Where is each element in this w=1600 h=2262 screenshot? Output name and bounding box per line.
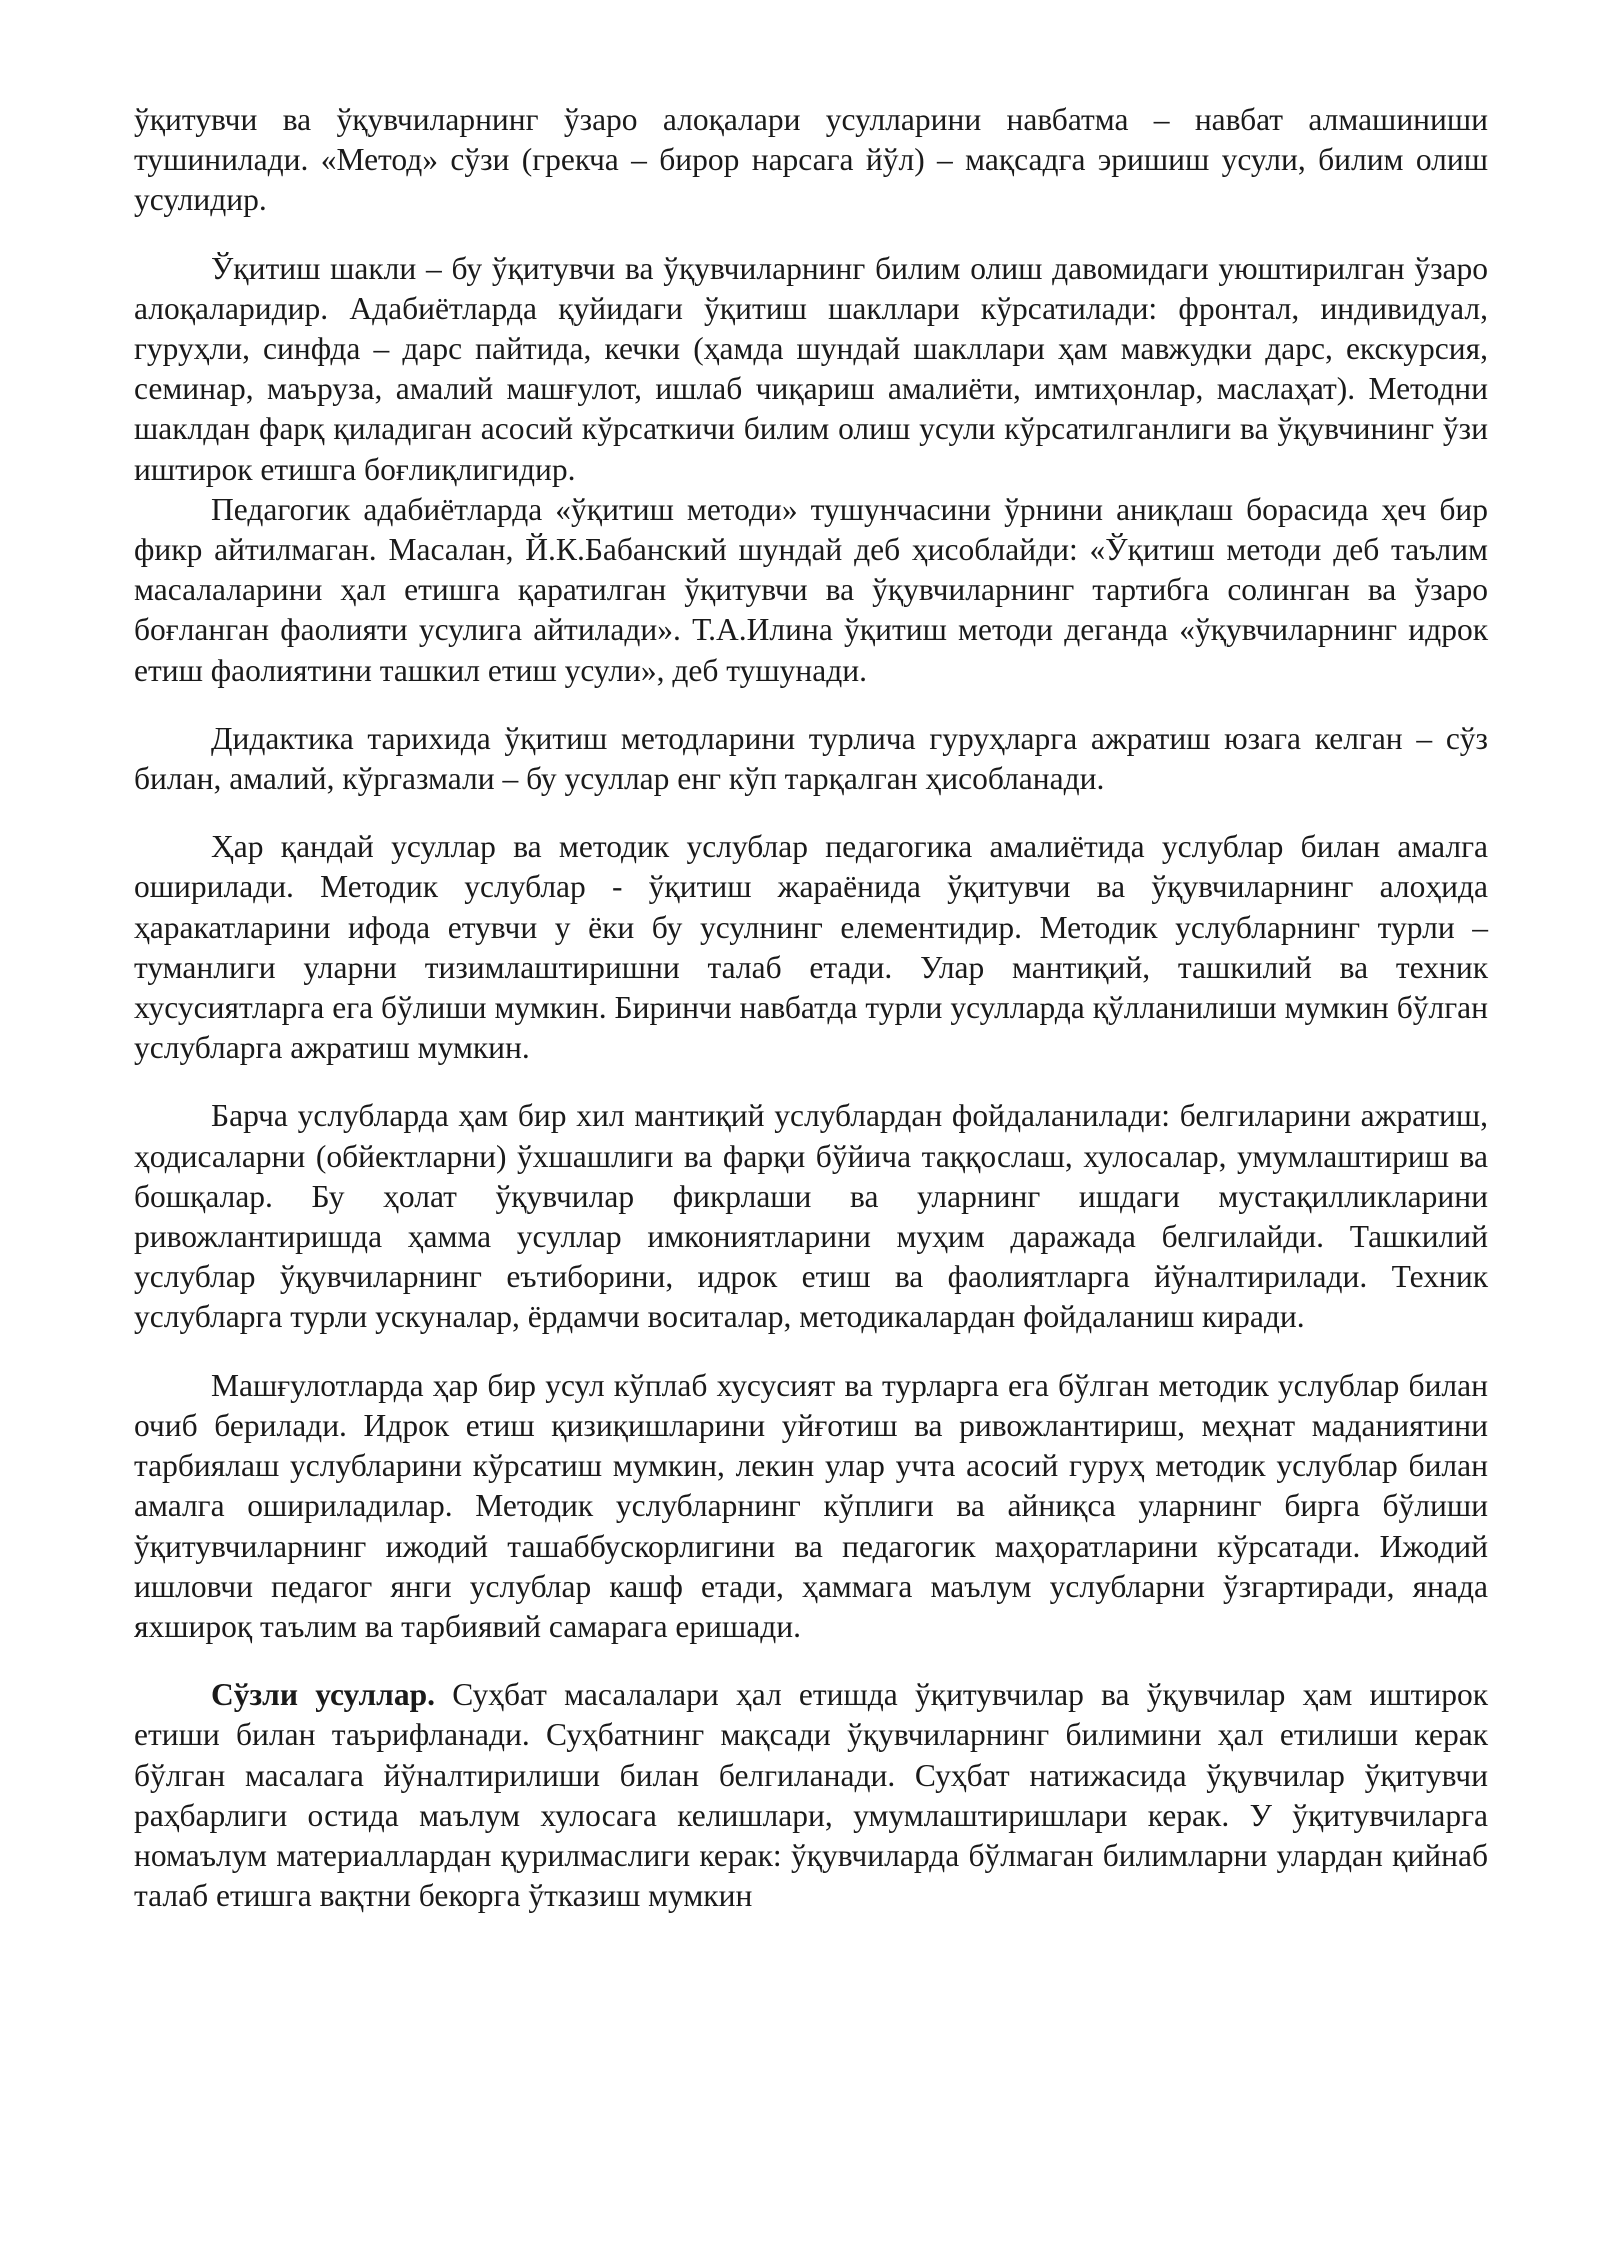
paragraph-1: ўқитувчи ва ўқувчиларнинг ўзаро алоқалари усулларини навбатма – навбат алмашиниши тушинилади. «Метод» сўзи (грекча – бирор нарсага йўл) – мақсадга эришиш усули, билим олиш усулидир. — [134, 102, 1488, 218]
paragraph-8 — [134, 1675, 1488, 1916]
paragraph-6: Барча услубларда ҳам бир хил мантиқий услублардан фойдаланилади: белгиларини ажратиш, ҳодисаларни (обйектларни) ўхшашлиги ва фарқи бўйича таққослаш, хулосалар, умумлаштириш ва бошқалар. Бу ҳолат ўқувчилар фикрлаши ва уларнинг ишдаги мустақилликларини ривожлантиришда ҳамма усуллар имкониятларини муҳим даражада белгилайди. Ташкилий услублар ўқувчиларнинг еътиборини, идрок етиш ва фаолиятларга йўналтирилади. Техник услубларга турли ускуналар, ёрдамчи воситалар, методикалардан фойдаланиш киради. — [134, 1098, 1488, 1335]
section-heading: Сўзли усуллар. — [211, 1677, 436, 1713]
document-body — [134, 100, 1488, 1916]
paragraph-4: Дидактика тарихида ўқитиш методларини турлича гуруҳларга ажратиш юзага келган – сўз билан, амалий, кўргазмали – бу усуллар енг кўп тарқалган ҳисобланади. — [134, 720, 1488, 797]
paragraph-2: Ўқитиш шакли – бу ўқитувчи ва ўқувчиларнинг билим олиш давомидаги уюштирилган ўзаро алоқаларидир. Адабиётларда қуйидаги ўқитиш шакллари кўрсатилади: фронтал, индивидуал, гуруҳли, синфда – дарс пайтида, кечки (ҳамда шундай шакллари ҳам мавжудки дарс, екскурсия, семинар, маъруза, амалий машғулот, ишлаб чиқариш амалиёти, имтиҳонлар, маслаҳат). Методни шаклдан фарқ қиладиган асосий кўрсаткичи билим олиш усули кўрсатилганлиги ва ўқувчининг ўзи иштирок етишга боғлиқлигидир. — [134, 250, 1488, 487]
paragraph-3: Педагогик адабиётларда «ўқитиш методи» тушунчасини ўрнини аниқлаш борасида ҳеч бир фикр айтилмаган. Масалан, Й.К.Бабанский шундай деб ҳисоблайди: «Ўқитиш методи деб таълим масалаларини ҳал етишга қаратилган ўқитувчи ва ўқувчиларнинг тартибга солинган ва ўзаро боғланган фаолияти усулига айтилади». Т.А.Илина ўқитиш методи деганда «ўқувчиларнинг идрок етиш фаолиятини ташкил етиш усули», деб тушунади. — [134, 491, 1488, 688]
paragraph-7: Машғулотларда ҳар бир усул кўплаб хусусият ва турларга ега бўлган методик услублар билан очиб берилади. Идрок етиш қизиқишларини уйғотиш ва ривожлантириш, меҳнат маданиятини тарбиялаш услубларини кўрсатиш мумкин, лекин улар учта асосий гуруҳ методик услублар билан амалга ошириладилар. Методик услубларнинг кўплиги ва айниқса уларнинг бирга бўлиши ўқитувчиларнинг ижодий ташаббускорлигини ва педагогик маҳоратларини кўрсатади. Ижодий ишловчи педагог янги услублар кашф етади, ҳаммага маълум услубларни ўзгартиради, янада яхшироқ таълим ва тарбиявий самарага еришади. — [134, 1367, 1488, 1644]
paragraph-8-text: Суҳбат масалалари ҳал етишда ўқитувчилар ва ўқувчилар ҳам иштирок етиши билан таърифланади. Суҳбатнинг мақсади ўқувчиларнинг билимини ҳал етилиши керак бўлган масалага йўналтирилиши билан белгиланади. Суҳбат натижасида ўқувчилар ўқитувчи раҳбарлиги остида маълум хулосага келишлари, умумлаштиришлари керак. У ўқитувчиларга номаълум материаллардан қурилмаслиги керак: ўқувчиларда бўлмаган билимларни улардан қийнаб талаб етишга вақтни бекорга ўтказиш мумкин — [134, 1677, 1489, 1914]
paragraph-5: Ҳар қандай усуллар ва методик услублар педагогика амалиётида услублар билан амалга оширилади. Методик услублар - ўқитиш жараёнида ўқитувчи ва ўқувчиларнинг алоҳида ҳаракатларини ифода етувчи у ёки бу усулнинг елементидир. Методик услубларнинг турли – туманлиги уларни тизимлаштиришни талаб етади. Улар мантиқий, ташкилий ва техник хусусиятларга ега бўлиши мумкин. Биринчи навбатда турли усулларда қўлланилиши мумкин бўлган услубларга ажратиш мумкин. — [134, 829, 1488, 1066]
